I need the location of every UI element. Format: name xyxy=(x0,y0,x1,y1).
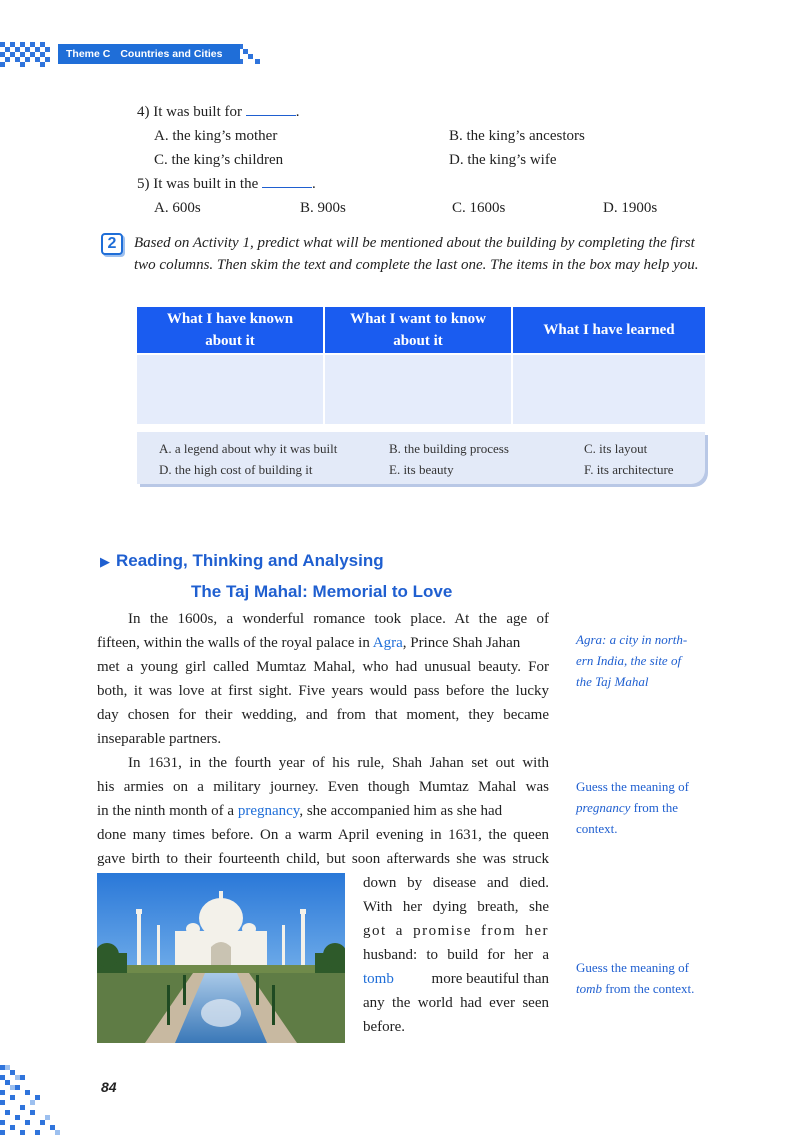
text-line: done many times before. On a warm April evening in 1631, the queen xyxy=(97,827,549,843)
theme-title: Countries and Cities xyxy=(120,48,223,60)
text-line: both, it was love at first sight. Five years would pass before the lucky xyxy=(97,683,549,699)
activity-number-badge: 2 xyxy=(101,233,123,255)
question-4: 4) It was built for . xyxy=(137,104,300,120)
kwl-table xyxy=(137,307,705,424)
theme-header xyxy=(58,44,240,64)
text-line: With her dying breath, she xyxy=(363,899,549,915)
text-line: his armies on a military journey. Even though Mumtaz Mahal was xyxy=(97,779,549,795)
text-line: husband: to build for her a xyxy=(363,947,549,963)
answer-blank xyxy=(246,102,296,116)
triangle-arrow-icon: ▶ xyxy=(100,554,110,569)
q5-option-b: B. 900s xyxy=(300,200,346,216)
kwl-header-learned: What I have learned xyxy=(512,307,705,354)
box-option-c: C. its layout xyxy=(584,441,648,456)
kwl-header-known: What I have known about it xyxy=(137,307,324,354)
q4-option-a: A. the king’s mother xyxy=(154,128,278,144)
box-option-e: E. its beauty xyxy=(389,462,454,477)
text-line: gave birth to their fourteenth child, but soon afterwards she was struck xyxy=(97,851,549,867)
note-pregnancy: Guess the meaning of pregnancy from the context. xyxy=(576,779,690,836)
q5-option-d: D. 1900s xyxy=(603,200,658,216)
note-tomb: Guess the meaning of tomb from the context. xyxy=(576,960,695,996)
text-line: fifteen, within the walls of the royal palace in Agra, Prince Shah Jahan xyxy=(97,635,521,651)
glossary-word-pregnancy: pregnancy xyxy=(237,803,300,819)
glossary-word-tomb: tomb xyxy=(363,971,394,987)
kwl-cell-known[interactable] xyxy=(137,354,324,424)
q4-option-c: C. the king’s children xyxy=(154,152,284,168)
q4-option-b: B. the king’s ancestors xyxy=(449,128,585,144)
text-line: In the 1600s, a wonderful romance took place. At the age of xyxy=(128,611,549,627)
activity-instruction: Based on Activity 1, predict what will be mentioned about the building by completing the first two columns. Then skim the text and complete the last one. The items in the box may help you. xyxy=(134,235,699,273)
box-option-a: A. a legend about why it was built xyxy=(159,441,338,456)
text-line: In 1631, in the fourth year of his rule, Shah Jahan set out with xyxy=(128,755,549,771)
box-option-b: B. the building process xyxy=(389,441,509,456)
text-line: tomb more beautiful than xyxy=(363,967,549,991)
theme-label: Theme C xyxy=(66,48,111,60)
section-title: ▶ Reading, Thinking and Analysing xyxy=(100,551,384,570)
kwl-header-want: What I want to know about it xyxy=(324,307,512,354)
taj-mahal-photo xyxy=(97,873,345,1043)
q5-option-a: A. 600s xyxy=(154,200,201,216)
text-line: day chosen for their wedding, and from that moment, they became xyxy=(97,707,549,723)
text-line: met a young girl called Mumtaz Mahal, who had unusual beauty. For xyxy=(97,659,549,675)
text-line: in the ninth month of a pregnancy, she accompanied him as she had xyxy=(97,803,503,819)
question-5: 5) It was built in the . xyxy=(137,176,316,192)
answer-blank xyxy=(262,174,312,188)
text-line: got a promise from her xyxy=(363,923,549,939)
kwl-cell-learned[interactable] xyxy=(512,354,705,424)
text-line: any the world had ever seen xyxy=(363,995,549,1011)
q5-option-c: C. 1600s xyxy=(452,200,506,216)
reading-title: The Taj Mahal: Memorial to Love xyxy=(191,582,453,601)
box-option-d: D. the high cost of building it xyxy=(159,462,313,477)
text-line: down by disease and died. xyxy=(363,875,549,891)
kwl-cell-want[interactable] xyxy=(324,354,512,424)
glossary-word-agra: Agra xyxy=(372,635,403,651)
q4-option-d: D. the king’s wife xyxy=(449,152,557,168)
text-line: inseparable partners. xyxy=(97,731,222,747)
text-line: before. xyxy=(363,1019,406,1035)
note-agra: Agra: a city in north- ern India, the site of the Taj Mahal xyxy=(576,632,688,689)
footer-checker-pattern xyxy=(0,1065,92,1138)
box-option-f: F. its architecture xyxy=(584,462,674,477)
page-number: 84 xyxy=(101,1079,117,1095)
